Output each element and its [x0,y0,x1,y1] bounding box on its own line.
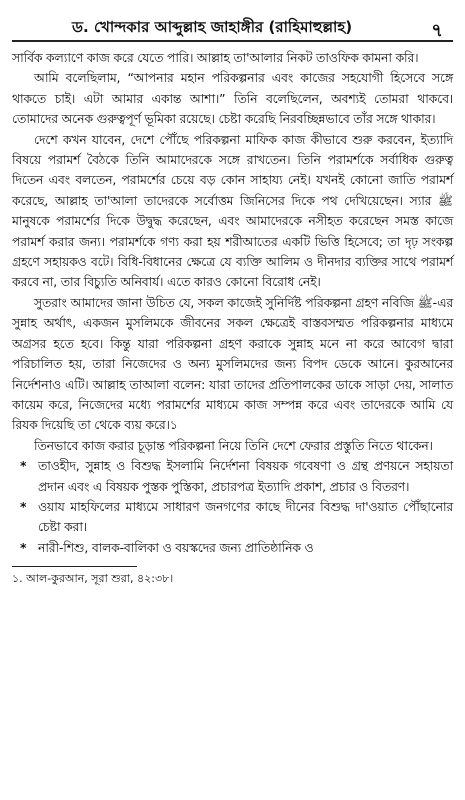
bullet-text: নারী-শিশু, বালক-বালিকা ও বয়স্কদের জন্য প্রাতিষ্ঠানিক ও [38,539,314,555]
bullet-marker: * [20,458,27,474]
footnote: ১. আল-কুরআন, সূরা শুরা, ৪২:৩৮। [12,572,174,586]
paragraph: দেশে কখন যাবেন, দেশে পৌঁছে পরিকল্পনা মাফিক কাজ কীভাবে শুরু করবেন, ইত্যাদি বিষয়ে পরামর্শ বৈঠকে তিনি আমাদেরকে সঙ্গে রাখতেন। তিনি পরামর্শকে সর্বাধিক গুরুত্ব দিতেন এবং বলতেন, পরামর্শের চেয়ে বড় কোন সাহায্য নেই। যখনই কোনো জাতি পরামর্শ করেছে, আল্লাহ তা'আলা তাদেরকে সর্বোত্তম জিনিসের দিকে পথ দেখিয়েছেন। স্যার ﷺ মানুষকে পরামর্শের দিকে উদ্বুদ্ধ করেছেন, এবং আমাদেরকে নসীহত করেছেন সমস্ত কাজে পরামর্শ করার জন্য। পরামর্শকে গণ্য করা হয় শরীআতের একটি ভিত্তি হিসেবে; তা দৃঢ় সংকল্প গ্রহণে সহায়কও বটে। বিধি-বিধানের ক্ষেত্রে যে ব্যক্তি আলিম ও দীনদার ব্যক্তির সাথে পরামর্শ করবে না, তার বিচ্যুতি অনিবার্য। এতে কারও কোনো বিরোধ নেই। [12,131,453,290]
bullet-marker: * [20,539,27,555]
paragraph: তিনভাবে কাজ করার চূড়ান্ত পরিকল্পনা নিয়ে তিনি দেশে ফেরার প্রস্তুতি নিতে থাকেন। [34,437,433,453]
bullet-text: ওয়ায মাহফিলের মাধ্যমে সাধারণ জনগণের কাছে দীনের বিশুদ্ধ দা'ওয়াত পৌঁছানোর চেষ্টা করা। [38,498,453,535]
paragraph: সার্বিক কল্যাণে কাজ করে যেতে পারি। আল্লাহ তা'আলার নিকট তাওফিক কামনা করি। [12,50,419,65]
bullet-item [12,497,453,538]
paragraph: সুতরাং আমাদের জানা উচিত যে, সকল কাজেই সুনির্দিষ্ট পরিকল্পনা গ্রহণ নবিজি ﷺ-এর সুন্নাহ অর্থাৎ, একজন মুসলিমকে জীবনের সকল ক্ষেত্রেই বাস্তবসম্মত পরিকল্পনার মাধ্যমে অগ্রসর হতে হবে। কিন্তু যারা পরিকল্পনা গ্রহণ করাকে সুন্নাহ মনে না করে আবেগ দ্বারা পরিচালিত হয়, তারা নিজেদের ও অন্য মুসলিমদের জন্য বিপদ ডেকে আনে। কুরআনের নির্দেশনাও এটি। আল্লাহ তাআলা বলেন: যারা তাদের প্রতিপালকের ডাকে সাড়া দেয়, সালাত কায়েম করে, নিজেদের মধ্যে পরামর্শের মাধ্যমে কাজ সম্পন্ন করে এবং তাদেরকে আমি যে রিযক দিয়েছি তা থেকে ব্যয় করে।১ [12,294,453,433]
body-text [12,48,453,558]
bullet-item [12,456,453,497]
bullet-marker: * [20,498,27,514]
footnote-rule [12,566,137,567]
bullet-item [12,538,453,558]
paragraph: আমি বলেছিলাম, “আপনার মহান পরিকল্পনার এবং কাজের সহযোগী হিসেবে সঙ্গে থাকতে চাই। এটা আমার একান্ত আশা।” তিনি বলেছিলেন, অবশ্যই তোমরা থাকবে। তোমাদের অনেক গুরুত্বপূর্ণ ভূমিকা রয়েছে। চেষ্টা করেছি নিরবচ্ছিন্নভাবে তাঁর সঙ্গে থাকার। [12,70,453,127]
header-rule [12,40,453,42]
page-number: ৭ [431,20,443,41]
page-header [12,8,453,42]
running-header-title: ড. খোন্দকার আব্দুল্লাহ জাহাঙ্গীর (রাহিমাহুল্লাহ) [72,18,353,36]
bullet-text: তাওহীদ, সুন্নাহ ও বিশুদ্ধ ইসলামি নির্দেশনা বিষয়ক গবেষণা ও গ্রন্থ প্রণয়নে সহায়তা প্রদান এবং এ বিষয়ক পুস্তক পুস্তিকা, প্রচারপত্র ইত্যাদি প্রকাশ, প্রচার ও বিতরণ। [38,458,453,494]
